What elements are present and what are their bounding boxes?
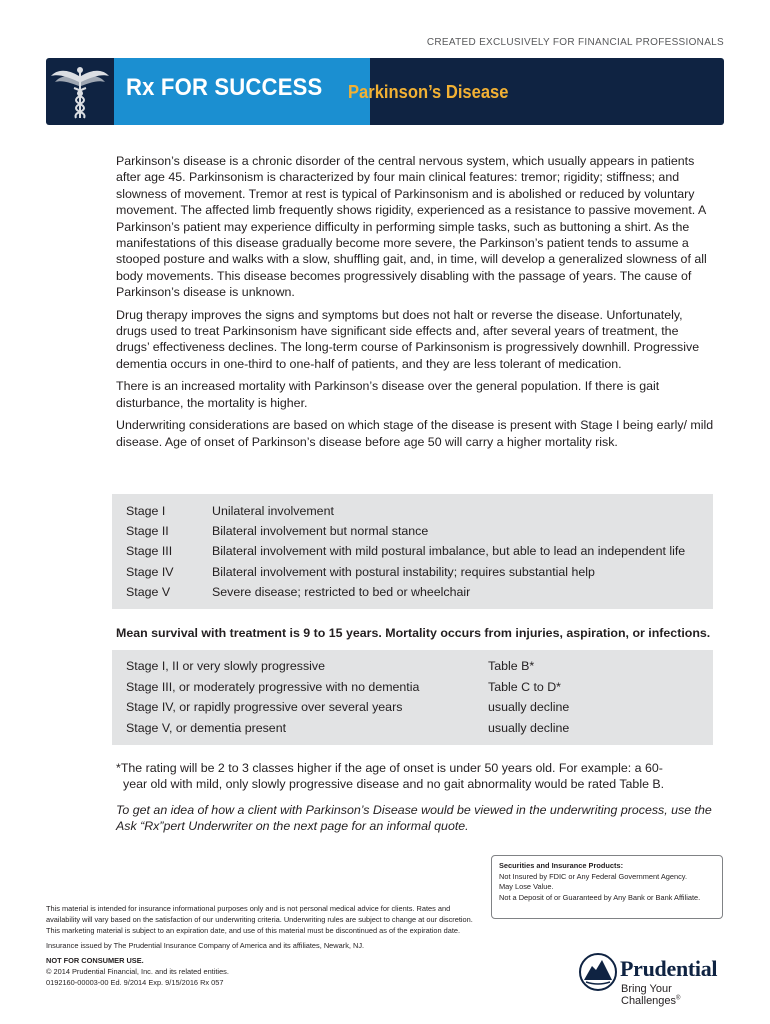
body-text [116,153,714,456]
stages-table [112,494,713,609]
stage-description: Unilateral involvement [212,504,334,518]
ask-rxpert-note: To get an idea of how a client with Parkinson’s Disease would be viewed in the underwriting process, use the Ask “Rx”pert Underwriter on the next page for an informal quote. [116,803,712,834]
caduceus-icon [46,58,114,125]
stage-label: Stage V [126,585,171,599]
rock-icon [578,952,618,992]
prudential-logo [578,952,726,1007]
disease-title: Parkinson’s Disease [348,82,509,102]
paragraph-overview: Parkinson’s disease is a chronic disorder of the central nervous system, which usually appears in patients after age 45. Parkinsonism is characterized by four main clinical features: tremor; rigidity; stiffness; and slowness of movement. Tremor at rest is typical of Parkinsonism and is abolished or reduced by voluntary movement. The affected limb frequently shows rigidity, experienced as a resistance to passive movement. A Parkinson’s patient may experience difficulty in performing simple tasks, such as buttoning a shirt. As the manifestations of this disease gradually become more severe, the Parkinson’s patient tends to assume a stooped posture and walks with a slow, shuffling gait, and, in time, will develop a generalized slowness of all body movements. This disease becomes progressively disabling with the passage of years. The cause of Parkinson’s disease is unknown. [116,154,707,300]
rating-condition: Stage III, or moderately progressive with no dementia [126,680,420,694]
stage-label: Stage I [126,504,166,518]
paragraph-underwriting: Underwriting considerations are based on which stage of the disease is present with Stage I being early/ mild disease. Age of onset of Parkinson’s disease before age 50 will carry a higher mortality risk. [116,418,714,449]
stage-label: Stage III [126,544,173,558]
rating-value: Table C to D* [488,680,561,694]
exclusive-note: CREATED EXCLUSIVELY FOR FINANCIAL PROFESSIONALS [426,37,724,48]
legal-disclaimer [46,903,482,988]
stage-label: Stage II [126,524,169,538]
stage-description: Bilateral involvement with postural instability; requires substantial help [212,565,595,579]
paragraph-drug-therapy: Drug therapy improves the signs and symptoms but does not halt or reverse the disease. Unfortunately, drugs used to treat Parkinsonism have significant side effects and, after several years of treatment, the drugs’ effectiveness declines. The long-term course of Parkinsonism is progressively downhill. Progressive dementia occurs in one-third to one-half of patients, and they are less tolerant of medication. [116,307,700,371]
document-code: 0192160-00003-00 Ed. 9/2014 Exp. 9/15/2016 Rx 057 [46,978,224,987]
paragraph-mortality: There is an increased mortality with Parkinson’s disease over the general population. If there is gait disturbance, the mortality is higher. [116,379,660,410]
securities-line: May Lose Value. [499,882,554,892]
footnote-line: year old with mild, only slowly progressive disease and no gait abnormality would be rated Table B. [123,777,665,792]
stage-label: Stage IV [126,565,174,579]
rating-condition: Stage I, II or very slowly progressive [126,659,326,673]
securities-line: Not Insured by FDIC or Any Federal Government Agency. [499,871,687,881]
rating-value: usually decline [488,721,570,735]
securities-line: Not a Deposit of or Guaranteed by Any Bank or Bank Affiliate. [499,892,701,902]
stage-description: Bilateral involvement but normal stance [212,524,429,538]
issuer-note: Insurance issued by The Prudential Insurance Company of America and its affiliates, Newark, NJ. [46,941,365,950]
disclaimer-paragraph: This material is intended for insurance informational purposes only and is not personal medical advice for clients. Rates and availability will vary based on the satisfaction of our underwriting criteria. Underwriting rules are subject to change at our discretion. This marketing material is subject to an expiration date, and use of this material must be discontinued as of the expiration date. [46,904,473,935]
prudential-wordmark: Prudential [620,956,718,981]
rating-footnote [116,760,714,793]
rating-condition: Stage IV, or rapidly progressive over several years [126,700,403,714]
footnote-line: *The rating will be 2 to 3 classes higher if the age of onset is under 50 years old. For example: a 60- [116,761,663,775]
rating-value: usually decline [488,700,570,714]
securities-disclosure-box [491,855,723,919]
not-for-consumer: NOT FOR CONSUMER USE. [46,956,144,965]
header-banner [46,58,724,125]
securities-title: Securities and Insurance Products: [499,861,624,870]
ratings-table [112,650,713,745]
prudential-tagline: Bring Your Challenges® [621,983,681,1007]
brand-title: Rx FOR SUCCESS [126,74,323,101]
copyright: © 2014 Prudential Financial, Inc. and its related entities. [46,967,229,976]
stage-description: Severe disease; restricted to bed or wheelchair [212,585,471,599]
rating-value: Table B* [488,659,535,673]
rating-condition: Stage V, or dementia present [126,721,287,735]
mean-survival-statement: Mean survival with treatment is 9 to 15 years. Mortality occurs from injuries, aspiration, or infections. [116,626,711,640]
stage-description: Bilateral involvement with mild postural imbalance, but able to lead an independent life [212,544,686,558]
